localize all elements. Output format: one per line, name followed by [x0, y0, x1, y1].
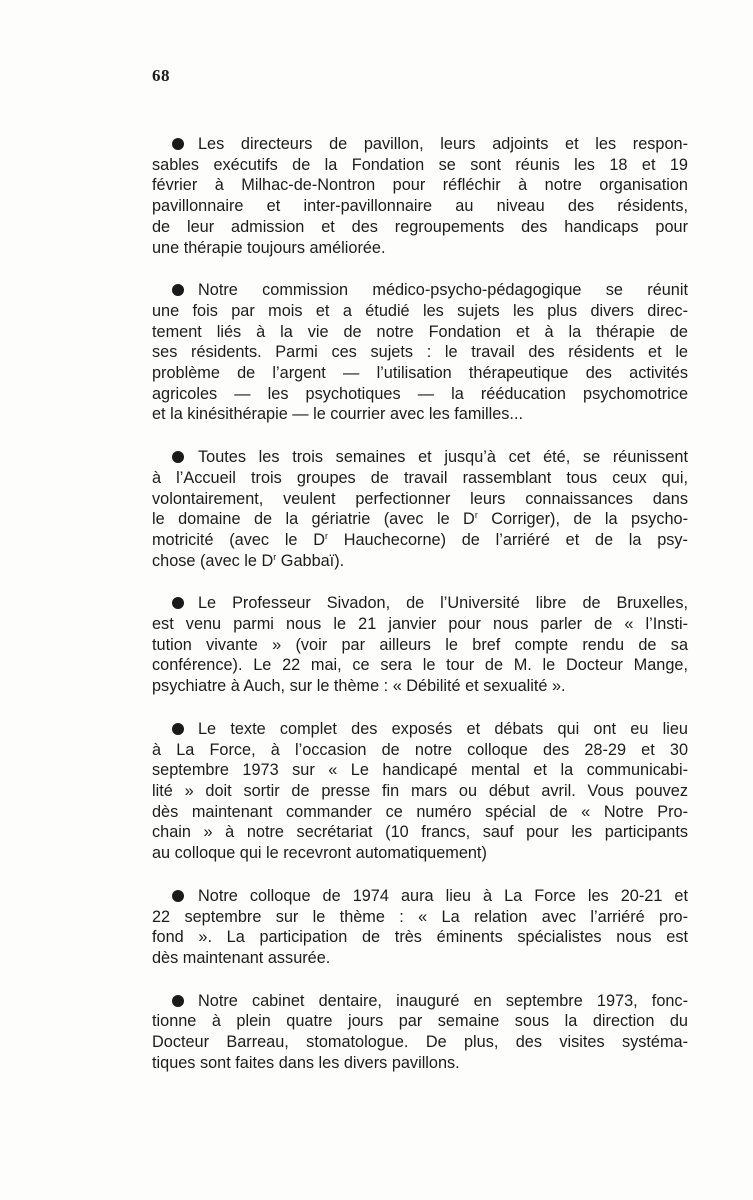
text-line: de leur admission et des regroupements des handicaps pour [152, 217, 688, 236]
paragraph-sivadon [152, 593, 688, 697]
bullet-icon [172, 451, 184, 463]
text-line: le domaine de la gériatrie (avec le $D^r$ Corriger), de la psycho- [152, 510, 688, 529]
bullet-icon [172, 138, 184, 150]
text-line: Notre colloque de 1974 aura lieu à La Force les 20-21 et [152, 886, 688, 907]
paragraph-groupes-travail [152, 447, 688, 571]
text-line: dès maintenant assurée. [152, 948, 331, 967]
text-line: pavillonnaire et inter-pavillonnaire au niveau des résidents, [152, 197, 688, 216]
text-line: conférence). Le 22 mai, ce sera le tour de M. le Docteur Mange, [152, 656, 688, 675]
text-line: à La Force, à l’occasion de notre colloque des 28-29 et 30 [152, 740, 688, 759]
text-line: fond ». La participation de très éminents spécialistes nous est [152, 928, 688, 947]
text-line: psychiatre à Auch, sur le thème : « Débilité et sexualité ». [152, 677, 566, 696]
text-line: dès maintenant commander ce numéro spécial de « Notre Pro- [152, 802, 688, 821]
text-line: Notre commission médico-psycho-pédagogique se réunit [152, 280, 688, 301]
text-line: chose (avec le $D^r$ Gabbaï). [152, 551, 345, 570]
text-line: Docteur Barreau, stomatologue. De plus, des visites systéma- [152, 1033, 688, 1052]
text-line: Les directeurs de pavillon, leurs adjoints et les respon- [152, 134, 688, 155]
paragraph-texte-complet [152, 719, 688, 864]
text-line: Notre cabinet dentaire, inauguré en septembre 1973, fonc- [152, 991, 688, 1012]
bullet-icon [172, 995, 184, 1007]
text-line: tution vivante » (voir par ailleurs le bref compte rendu de sa [152, 635, 688, 654]
text-line: agricoles — les psychotiques — la rééducation psychomotrice [152, 384, 688, 403]
text-line: sables exécutifs de la Fondation se sont réunis les 18 et 19 [152, 155, 688, 174]
text-line: septembre 1973 sur « Le handicapé mental et la communicabi- [152, 761, 688, 780]
bullet-icon [172, 284, 184, 296]
text-line: au colloque qui le recevront automatiquement) [152, 844, 487, 863]
paragraph-cabinet-dentaire [152, 991, 688, 1074]
bullet-icon [172, 597, 184, 609]
paragraph-colloque-1974 [152, 886, 688, 969]
text-line: ses résidents. Parmi ces sujets : le travail des résidents et le [152, 343, 688, 362]
page-number: 68 [152, 66, 170, 85]
text-line: tionne à plein quatre jours par semaine sous la direction du [152, 1012, 688, 1031]
paragraph-directeurs [152, 134, 688, 258]
text-line: volontairement, veulent perfectionner leurs connaissances dans [152, 489, 688, 508]
text-line: 22 septembre sur le thème : « La relation avec l’arriéré pro- [152, 907, 688, 926]
bullet-icon [172, 890, 184, 902]
text-line: une thérapie toujours améliorée. [152, 238, 386, 257]
bullet-icon [172, 723, 184, 735]
paragraph-commission [152, 280, 688, 425]
text-line: Toutes les trois semaines et jusqu’à cet été, se réunissent [152, 447, 688, 468]
text-line: problème de l’argent — l’utilisation thérapeutique des activités [152, 364, 688, 383]
text-line: et la kinésithérapie — le courrier avec les familles... [152, 405, 524, 424]
text-line: à l’Accueil trois groupes de travail rassemblant tous ceux qui, [152, 468, 688, 487]
text-line: Le texte complet des exposés et débats qui ont eu lieu [152, 719, 688, 740]
text-line: tiques sont faites dans les divers pavillons. [152, 1053, 460, 1072]
text-line: motricité (avec le $D^r$ Hauchecorne) de l’arriéré et de la psy- [152, 530, 688, 549]
text-line: une fois par mois et a étudié les sujets les plus divers direc- [152, 301, 688, 320]
text-line: est venu parmi nous le 21 janvier pour nous parler de « l’Insti- [152, 615, 688, 634]
text-line: lité » doit sortir de presse fin mars ou début avril. Vous pouvez [152, 781, 688, 800]
document-body [152, 134, 688, 1095]
text-line: Le Professeur Sivadon, de l’Université libre de Bruxelles, [152, 593, 688, 614]
text-line: février à Milhac-de-Nontron pour réfléchir à notre organisation [152, 176, 688, 195]
text-line: tement liés à la vie de notre Fondation et à la thérapie de [152, 322, 688, 341]
text-line: chain » à notre secrétariat (10 francs, sauf pour les participants [152, 823, 688, 842]
